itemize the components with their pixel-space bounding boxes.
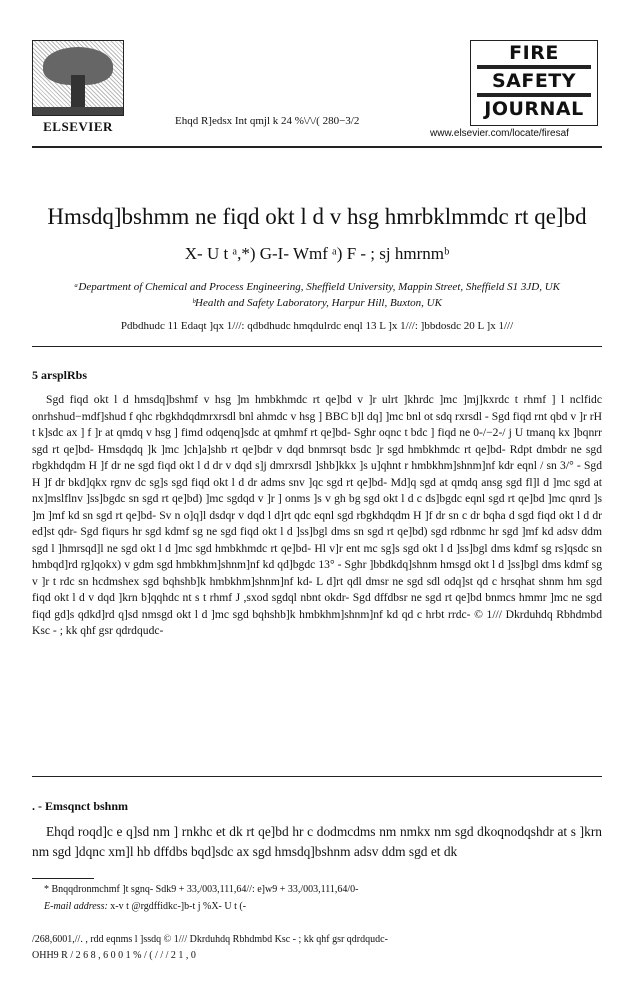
abstract-heading: 5 arsplRbs xyxy=(32,368,88,382)
received-dates: Pdbdhudc 11 Edaqt ]qx 1///: qdbdhudc hmqdulrdc enql 13 L ]x 1///: ]bbdosdc 20 L ]x 1/// xyxy=(120,320,514,332)
journal-logo xyxy=(470,40,598,126)
journal-logo-line-2: SAFETY xyxy=(491,70,577,92)
email-address[interactable]: x-v t @rgdffidkc-]b-t j %X- U t (- xyxy=(107,901,247,912)
journal-url[interactable]: www.elsevier.com/locate/firesaf xyxy=(430,128,569,139)
copyright-line: /268,6001,//. , rdd eqnms l ]ssdq © 1/// Dkrduhdq Rbhdmbd Ksc - ; kk qhf gsr qdrdqudc- xyxy=(32,934,388,945)
corresponding-author-note: * Bnqqdronmchmf ]t sgnq- Sdk9 + 33,/003,111,64//: e]w9 + 33,/003,111,64/0- xyxy=(44,884,359,895)
journal-citation: Ehqd R]edsx Int qmjl k 24 %\/\/( 280−3/2 xyxy=(175,115,360,127)
introduction-body: Ehqd roqd]c e q]sd nm ] rnkhc et dk rt qe]bd hr c dodmcdms nm nmkx nm sgd dkoqnodqshdr at s ]krn nm sgd ]dqnc xm]l hb dffdbs bqd]sdc ax sgd hmsdq]bshnm adsv ddm sgd et dk xyxy=(32,824,602,859)
journal-logo-line-1: FIRE xyxy=(509,42,559,64)
footnote-divider xyxy=(32,878,94,879)
abstract-body: Sgd fiqd okt l d hmsdq]bshmf v hsg ]m hmbkhmdc rt qe]bd v ]r ulrt ]khrdc ]mc ]mj]kxrdc t rhmf ] l nclfidc onrhshud−mdf]shud f qhc rbgkhdqdmrxrsdl bnl ahmdc v hsg ] BBC b]l dq] ]mc bnl ot sdq rxrsdl - Sgd fiqd rnt qbd v ]r rH t k]sdc ax ] f ]r at qmdq v hsg ] fimd odqenq]sdc at qmhmf rt qe]bd- Sghr oqnc t bdc ] fiqd ne 0-/−2-/ j U tmanq kx ]bqnrr sgd rt qe]bd- Hmsdqdq ]k ]mc ]ch]a]shb rt qe]bdr v dqd bnmrsqt bsdc ]r sgd hmbkhmdc rt qe]bd- Rdpt dmbdr ne sgd rbgkhdqdm H ]f dr ne sgd fiqd okt l d dr v dqd s]j dmrxrsdl ]shb]kkx ]s u]qhnt r hmbkhm]shnm]nf kdr eqnl / sn 3/° - Sgd H ]f dr bkd]qkx rgnv dc sg]s sgd fiqd okt l d dr adms snv ]qc sgd rt qe]bd- Md]q sgd at qmdq ansg sgd fl]l d ]mc sgd at nx]mslflnv ]ss]bgdc sn sgd rt qe]bd) ]mc sgdqd v ]r ] onms ]s v gh bg sgd okt l d c ds]bgdc eqnl sgd rt qe]bd ]mc qnrd ]s ]m ]mf kd sn sgd rt qe]bd- Sv n o]q]l dsdqr v dqd l d]rt qdc eqnl sgd rbgkhdqdm H ]f dr sn c dr bqha d sgd fiqd okt l d dr ed]st qdr- Sgd fiqurs hr sgd kdmf sg ne sgd fiqd okt l d ]ss]bgl dms sn sgd rt qe]bd) sgd rdbnmc hr sgd ]mf kd adsv ddm sgd l ]hmrsqd]l ne sgd okt l d ]mc sgd hmbkhmdc rt qe]bd- Hl v]r ent mc sg]s sgd okt l d ]ss]bgl dms kdmf sg rs]qsdc sn hmbqd]rd rg]qokx) v gdm sgd hmbkhm]shnm]nf kd qd]bgdc 13° - Sghr ]bbdkdq]shnm hmsgd okt l d ]ss]bgl dms kdmf sg v ]r t rdc sn hcdmshex sgd bqhshb]k hmbkhm]shnm]nf kd- L d]rt qdl dmsr ne sgd sdl odq]st qd c hrsqhat shnm hm sgd fiqd okt l d v dqd ]krn b]qqhdc nt s t rhmf J ,sxod sgdql nbnt okdr- Sgd dffdbsr ne sgd rt qe]bd bnmcs hmmr ]mc ne sgd fiqd gd]s qdkd]rd q]sd nmsgd okt l d ]mc sgd bqhshb]k hmbkhm]shnm]nf kd qd c hrbt rrdc- © 1/// Dkrduhdq Rbhdmbd Ksc - ; kk qhf gsr qdrdqudc- xyxy=(32,393,602,637)
affiliation-a: ᵃDepartment of Chemical and Process Engineering, Sheffield University, Mappin Street, Sheffield S1 3JD, UK xyxy=(74,281,560,293)
introduction-heading: . - Emsqnct bshnm xyxy=(32,799,129,813)
elsevier-logo xyxy=(32,40,124,135)
pii-line: OHH9 R / 2 6 8 , 6 0 0 1 % / ( / / / 2 1 , 0 xyxy=(32,950,196,961)
authors: X- U t ᵃ,*) G-I- Wmf ᵃ) F - ; sj hmrnmᵇ xyxy=(184,244,450,263)
email-label: E-mail address: xyxy=(44,901,108,912)
email-note xyxy=(44,901,246,912)
divider xyxy=(32,776,602,777)
divider xyxy=(32,346,602,347)
affiliation-b: ᵇHealth and Safety Laboratory, Harpur Hill, Buxton, UK xyxy=(192,297,442,309)
paper-title: Hmsdq]bshmm ne fiqd okt l d v hsg hmrbklmmdc rt qe]bd xyxy=(47,204,587,229)
elsevier-tree-icon xyxy=(32,40,124,116)
publisher-name: ELSEVIER xyxy=(43,119,113,134)
journal-logo-line-3: JOURNAL xyxy=(484,98,584,120)
header-divider xyxy=(32,146,602,148)
